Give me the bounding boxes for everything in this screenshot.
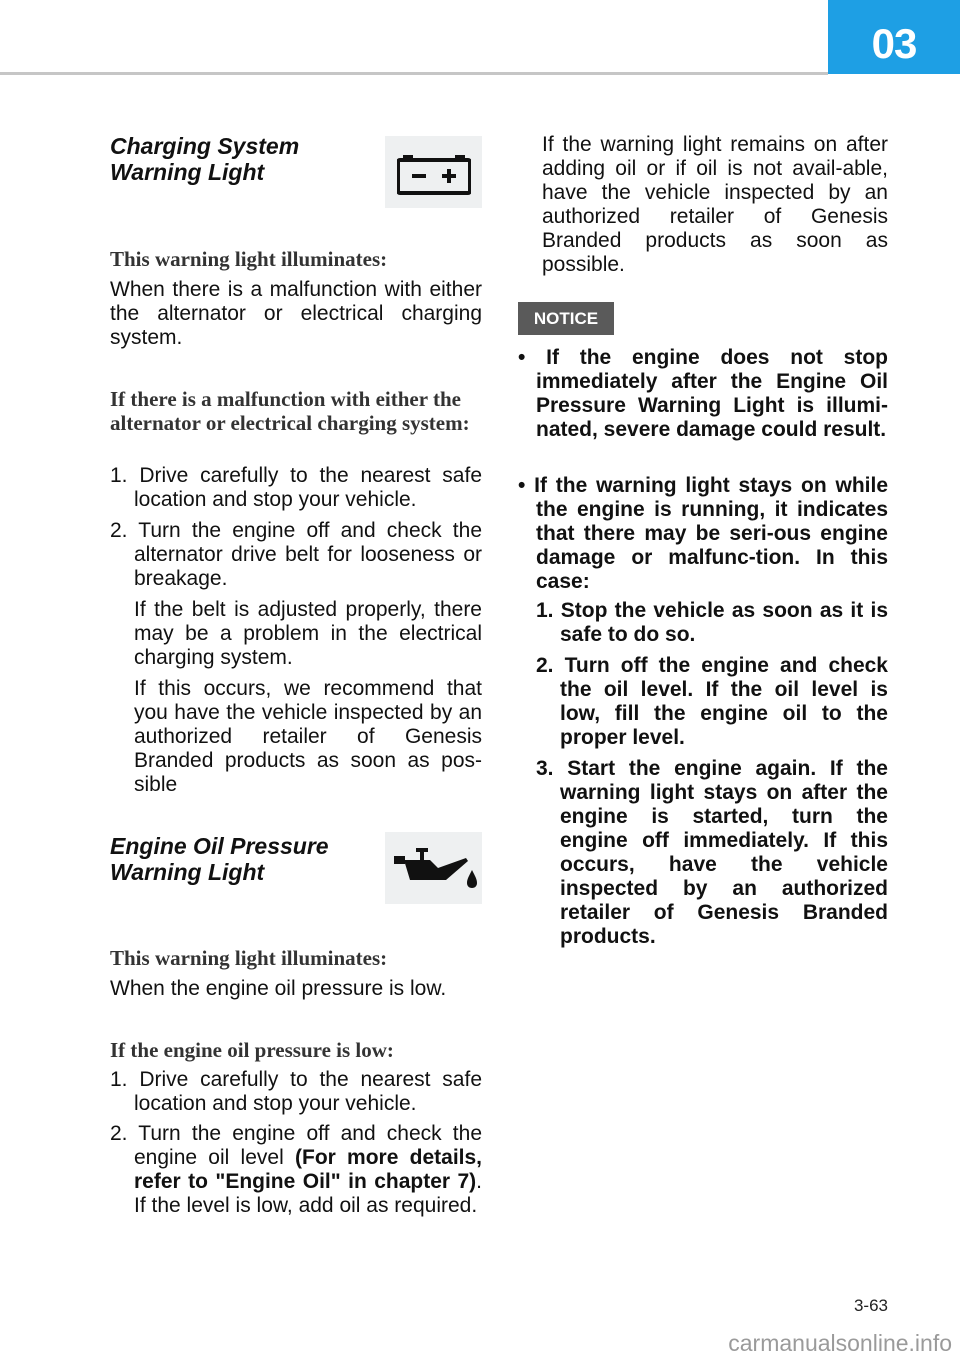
notice-list-item: 1. Stop the vehicle as soon as it is safe to do so.	[536, 599, 888, 646]
subheading: This warning light illuminates:	[110, 946, 388, 970]
subheading: This warning light illuminates:	[110, 247, 388, 271]
chapter-tab: 03	[828, 0, 960, 74]
notice-bullet: • If the engine does not stop immediately after the Engine Oil Pressure Warning Light is illumi-nated, severe damage could result.	[518, 346, 888, 441]
section-title-charging: Charging System Warning Light	[110, 133, 300, 185]
notice-list-item: 2. Turn off the engine and check the oil level. If the oil level is low, fill the engine oil to the proper level.	[536, 654, 888, 749]
list-item: 1. Drive carefully to the nearest safe location and stop your vehicle.	[110, 1068, 482, 1115]
paragraph: When the engine oil pressure is low.	[110, 977, 447, 1000]
notice-bullet: • If the warning light stays on while the engine is running, it indicates that there may be seri-ous engine damage or malfunc-tion. In this case:	[518, 474, 888, 593]
notice-badge: NOTICE	[518, 302, 614, 335]
paragraph: If this occurs, we recommend that you have the vehicle inspected by an authorized retailer of Genesis Branded products as soon as pos-sible	[134, 677, 482, 796]
paragraph: When there is a malfunction with either the alternator or electrical charging system.	[110, 278, 482, 349]
list-item: 2. Turn the engine off and check the alternator drive belt for looseness or breakage.	[110, 519, 482, 590]
paragraph: If the warning light remains on after adding oil or if oil is not avail-able, have the vehicle inspected by an authorized retailer of Genesis Branded products as soon as possible.	[542, 133, 888, 276]
watermark: carmanualsonline.info	[728, 1330, 952, 1356]
list-item: 2. Turn the engine off and check the engine oil level (For more details, refer to "Engine Oil" in chapter 7). If the level is low, add oil as required.	[110, 1122, 483, 1217]
page-number: 3-63	[853, 1296, 888, 1315]
header-rule	[0, 72, 828, 75]
battery-icon	[385, 136, 482, 208]
subheading: If the engine oil pressure is low:	[110, 1038, 394, 1062]
section-title-oil: Engine Oil Pressure Warning Light	[110, 833, 329, 885]
list-item: 1. Drive carefully to the nearest safe location and stop your vehicle.	[110, 464, 482, 511]
subheading: If there is a malfunction with either the alternator or electrical charging system:	[110, 387, 470, 435]
notice-list-item: 3. Start the engine again. If the warning light stays on after the engine is started, turn the engine off immediately. If this occurs, have the vehicle inspected by an authorized retailer of Genesis Branded products.	[536, 757, 888, 948]
oil-can-icon	[385, 832, 482, 904]
paragraph: If the belt is adjusted properly, there may be a problem in the electrical charging system.	[134, 598, 482, 669]
